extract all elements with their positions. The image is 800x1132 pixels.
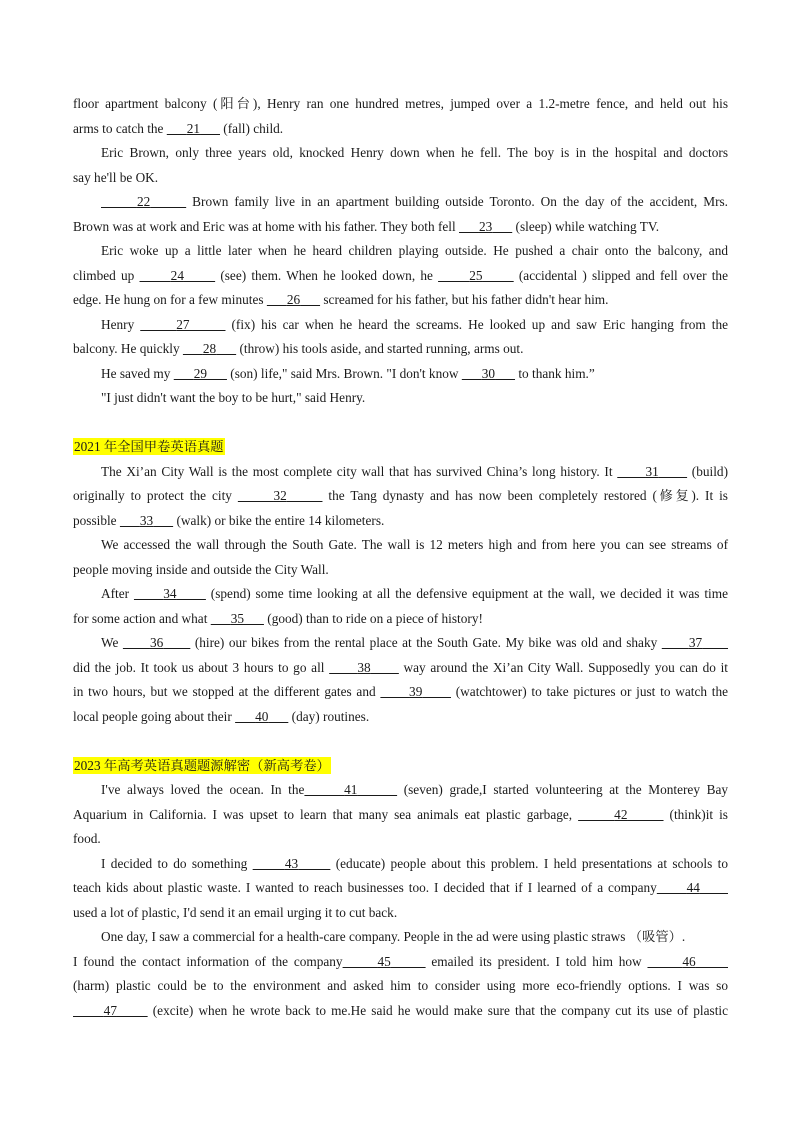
blank-number: 21: [186, 120, 201, 136]
blank-number: 36: [149, 635, 164, 650]
section1-line: [73, 362, 728, 387]
text-run: (sleep) while watching TV.: [512, 218, 660, 234]
answer-blank: [304, 782, 397, 797]
spacer: [73, 729, 728, 754]
section1-line: [73, 117, 728, 142]
answer-blank: [578, 807, 663, 822]
answer-blank: [235, 709, 288, 724]
section1-line: [73, 239, 728, 264]
answer-blank: [120, 513, 173, 528]
text-run: We: [101, 635, 123, 650]
answer-blank: [343, 954, 426, 969]
section1-line: [73, 386, 728, 411]
text-run: He saved my: [101, 365, 174, 381]
text-run: originally to protect the city: [73, 488, 238, 503]
section1-line: [73, 190, 728, 215]
section3-line: [73, 925, 728, 950]
blank-number: 46: [682, 953, 696, 969]
answer-blank: [73, 1003, 148, 1018]
section2-line: [73, 460, 728, 485]
section3-line: [73, 803, 728, 828]
section2-line: [73, 558, 728, 583]
text-run: (seven) grade,I started volunteering at the Monterey Bay: [397, 782, 729, 797]
answer-blank: [617, 464, 687, 479]
section2-line: [73, 484, 728, 509]
answer-blank: [267, 292, 320, 307]
text-run: screamed for his father, but his father didn't hear him.: [320, 292, 609, 307]
answer-blank: [134, 586, 206, 601]
blank-number: 24: [170, 267, 184, 283]
blank-number: 22: [136, 194, 151, 209]
text-run: the Tang dynasty and has now been completely restored (修复). It is: [322, 488, 728, 503]
blank-number: 33: [139, 512, 154, 528]
answer-blank: [238, 488, 323, 503]
text-run: say he'll be OK.: [73, 169, 159, 185]
text-run: (day) routines.: [288, 708, 370, 724]
section2-line: [73, 582, 728, 607]
section3-line: [73, 852, 728, 877]
text-run: (walk) or bike the entire 14 kilometers.: [173, 512, 385, 528]
text-run: to thank him.”: [515, 365, 595, 381]
text-run: used a lot of plastic, I'd send it an email urging it to cut back.: [73, 904, 398, 920]
text-run: (fix) his car when he heard the screams. He looked up and saw Eric hanging from the: [225, 316, 729, 332]
blank-number: 42: [614, 806, 628, 822]
text-run: (throw) his tools aside, and started running, arms out.: [236, 341, 524, 356]
answer-blank: [183, 341, 236, 356]
text-run: Eric Brown, only three years old, knocked Henry down when he fell. The boy is in the hospital and doctors: [101, 145, 728, 160]
answer-blank: [657, 880, 728, 895]
blank-number: 35: [230, 610, 244, 626]
text-run: Henry: [101, 316, 141, 332]
section-heading-text: 2023 年高考英语真题题源解密（新高考卷）: [74, 757, 330, 773]
text-run: After: [101, 586, 134, 601]
answer-blank: [380, 684, 451, 699]
text-run: edge. He hung on for a few minutes: [73, 292, 267, 307]
text-run: (watchtower) to take pictures or just to watch the: [450, 684, 729, 699]
text-run: floor apartment balcony (阳台), Henry ran one hundred metres, jumped over a 1.2-metre fence, and held out his: [73, 96, 728, 111]
section1-line: [73, 264, 728, 289]
answer-blank: [459, 219, 512, 234]
answer-blank: [123, 635, 190, 650]
section3-line: [73, 901, 728, 926]
text-run: One day, I saw a commercial for a health-care company. People in the ad were using plastic straws （吸管）.: [101, 929, 686, 944]
text-run: Eric woke up a little later when he heard children playing outside. He pushed a chair onto the balcony, and: [101, 243, 728, 258]
blank-number: 38: [357, 659, 371, 675]
blank-number: 43: [284, 855, 299, 871]
spacer: [73, 411, 728, 436]
section1-line: [73, 337, 728, 362]
text-run: (spend) some time looking at all the defensive equipment at the wall, we decided it was time: [205, 586, 728, 601]
section3-line: [73, 827, 728, 852]
blank-number: 28: [202, 341, 217, 356]
answer-blank: [662, 635, 728, 650]
section2-line: [73, 680, 728, 705]
blank-number: 26: [286, 292, 301, 307]
section3-line: [73, 999, 728, 1024]
text-run: "I just didn't want the boy to be hurt," said Henry.: [101, 390, 366, 405]
section2-line: [73, 607, 728, 632]
text-run: in two hours, but we stopped at the different gates and: [73, 684, 381, 699]
section3-line: [73, 778, 728, 803]
answer-blank: [101, 194, 186, 209]
text-run: possible: [73, 512, 120, 528]
text-run: for some action and what: [73, 610, 211, 626]
text-run: (accidental ) slipped and fell over the: [513, 267, 728, 283]
section-heading: [73, 754, 728, 779]
section1-line: [73, 288, 728, 313]
text-run: emailed its president. I told him how: [425, 953, 648, 969]
blank-number: 40: [255, 708, 269, 724]
blank-number: 44: [686, 880, 700, 895]
text-run: food.: [73, 831, 101, 846]
text-run: (excite) when he wrote back to me.He said he would make sure that the company cut its use of plastic: [147, 1002, 728, 1018]
text-run: teach kids about plastic waste. I wanted to reach businesses too. I decided that if I learned of a company: [73, 880, 657, 895]
text-run: I found the contact information of the company: [73, 953, 343, 969]
section2-line: [73, 705, 728, 730]
text-run: We accessed the wall through the South Gate. The wall is 12 meters high and from here you can see streams of: [101, 537, 728, 552]
answer-blank: [647, 954, 728, 969]
blank-number: 34: [163, 586, 177, 601]
blank-number: 47: [103, 1002, 117, 1018]
text-run: (good) than to ride on a piece of history!: [263, 610, 483, 626]
text-run: climbed up: [73, 267, 140, 283]
blank-number: 41: [344, 782, 358, 797]
answer-blank: [140, 268, 216, 283]
answer-blank: [329, 660, 399, 675]
answer-blank: [438, 268, 514, 283]
text-run: (fall) child.: [219, 120, 284, 136]
text-run: local people going about their: [73, 708, 236, 724]
section1-line: [73, 313, 728, 338]
text-run: people moving inside and outside the City Wall.: [73, 561, 329, 577]
text-run: Brown family live in an apartment building outside Toronto. On the day of the accident, Mrs.: [186, 194, 728, 209]
text-run: (educate) people about this problem. I held presentations at schools to: [330, 855, 728, 871]
blank-number: 39: [409, 684, 423, 699]
text-run: I decided to do something: [101, 855, 253, 871]
section1-line: [73, 92, 728, 117]
blank-number: 37: [688, 635, 703, 650]
blank-number: 23: [478, 218, 493, 234]
section3-line: [73, 950, 728, 975]
text-run: I've always loved the ocean. In the: [101, 782, 305, 797]
section3-line: [73, 876, 728, 901]
answer-blank: [140, 317, 225, 332]
answer-blank: [211, 611, 264, 626]
section2-line: [73, 509, 728, 534]
section1-line: [73, 141, 728, 166]
answer-blank: [253, 856, 331, 871]
section3-line: [73, 974, 728, 999]
text-run: (harm) plastic could be to the environment and asked him to consider using more eco-friendly options. I was so: [73, 978, 728, 993]
text-run: (see) them. When he looked down, he: [215, 267, 439, 283]
section2-line: [73, 631, 728, 656]
blank-number: 45: [377, 953, 391, 969]
text-run: (think)it is: [663, 806, 728, 822]
answer-blank: [167, 121, 220, 136]
answer-blank: [462, 366, 515, 381]
text-run: (son) life," said Mrs. Brown. "I don't know: [226, 365, 462, 381]
text-run: did the job. It took us about 3 hours to go all: [73, 659, 330, 675]
text-run: The Xi’an City Wall is the most complete city wall that has survived China’s long history. It: [101, 463, 618, 479]
blank-number: 25: [469, 267, 483, 283]
text-run: Brown was at work and Eric was at home with his father. They both fell: [73, 218, 460, 234]
text-run: (hire) our bikes from the rental place at the South Gate. My bike was old and shaky: [190, 635, 662, 650]
section1-line: [73, 166, 728, 191]
blank-number: 29: [193, 365, 207, 381]
section-heading: [73, 435, 728, 460]
section2-line: [73, 656, 728, 681]
blank-number: 32: [273, 488, 287, 503]
text-run: balcony. He quickly: [73, 341, 183, 356]
document-body: [73, 92, 728, 1023]
section1-line: [73, 215, 728, 240]
answer-blank: [174, 366, 227, 381]
blank-number: 31: [645, 463, 659, 479]
text-run: Aquarium in California. I was upset to learn that many sea animals eat plastic garbage,: [73, 806, 579, 822]
text-run: way around the Xi’an City Wall. Supposedly you can do it: [398, 659, 729, 675]
blank-number: 27: [176, 316, 190, 332]
blank-number: 30: [481, 365, 496, 381]
section-heading-text: 2021 年全国甲卷英语真题: [74, 439, 224, 454]
text-run: arms to catch the: [73, 120, 167, 136]
section2-line: [73, 533, 728, 558]
text-run: (build): [687, 463, 728, 479]
